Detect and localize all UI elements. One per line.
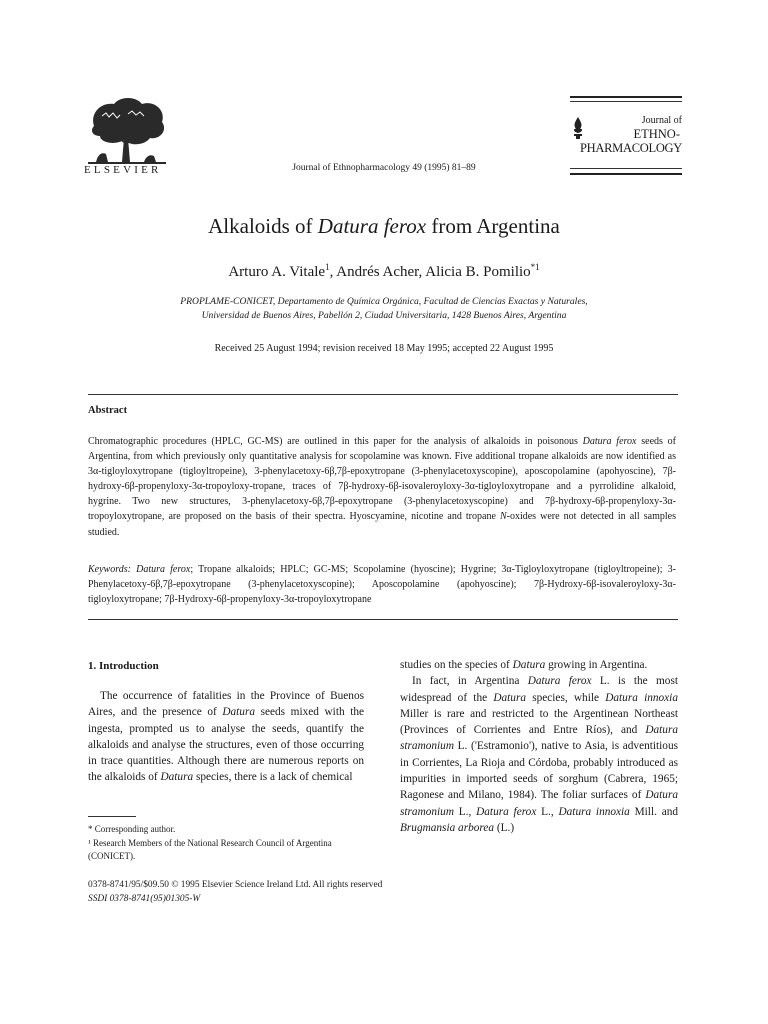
text-run: ; Tropane alkaloids; HPLC; GC-MS; Scopolamine (hyoscine); Hygrine; 3α-Tigloyloxytropane (tigloyltropeine); 3-Phenylacetoxy-6β,7β-epoxytropane (3-phenylacetoxyscopine); Aposcopolamine (apohyoscine); 7β-Hydroxy-6β-isovaleroyloxy-3α-tigloyloxytropane; 7β-Hydroxy-6β-propenyloxy-3α-tropoyloxytropane bbox=[88, 564, 676, 606]
italic-text: Brugmansia arborea bbox=[400, 821, 495, 834]
italic-text: Datura bbox=[512, 659, 546, 671]
intro-paragraph bbox=[88, 688, 364, 786]
ssdi-line: SSDI 0378-8741(95)01305-W bbox=[88, 894, 201, 904]
text-run: -oxides were not detected in all samples studied. bbox=[88, 511, 676, 538]
italic-text: Datura ferox bbox=[527, 675, 592, 688]
text-run: Chromatographic procedures (HPLC, GC-MS) are outlined in this paper for the analysis of alkaloids in poisonous bbox=[88, 436, 583, 447]
italic-text: Datura ferox bbox=[476, 805, 537, 818]
keywords-text bbox=[88, 564, 676, 605]
intro-right-column bbox=[400, 657, 678, 836]
footnotes bbox=[88, 823, 366, 864]
article-title bbox=[0, 214, 768, 239]
italic-text: Datura innoxia bbox=[605, 691, 678, 704]
author-name: Alicia B. Pomilio bbox=[425, 264, 531, 280]
text-run: studies on the species of bbox=[400, 659, 513, 671]
author-name: Andrés Acher bbox=[336, 264, 419, 280]
intro-paragraph bbox=[400, 657, 678, 673]
author-name: Arturo A. Vitale bbox=[228, 264, 326, 280]
affiliation-line: Universidad de Buenos Aires, Pabellón 2, Ciudad Universitaria, 1428 Buenos Aires, Argentina bbox=[201, 310, 567, 321]
italic-text: Datura bbox=[222, 706, 255, 719]
journal-logo bbox=[570, 96, 682, 176]
abstract-body bbox=[88, 434, 676, 540]
text-run: L., bbox=[536, 805, 559, 818]
text-run: In fact, in Argentina bbox=[412, 675, 528, 688]
keywords bbox=[88, 562, 676, 607]
italic-text: Datura bbox=[160, 771, 194, 784]
italic-text: N bbox=[499, 511, 507, 523]
text-run: seeds of Argentina, from which previously only quantitative analysis for scopolamine was known. Five additional tropane alkaloids are now identified as 3α-tigloyloxytropane (tigloyltropeine), 3-phenylacetoxy-6β,7β-epoxytropane (3-phenylacetoxyscopine), aposcopolamine (apohyoscine), 7β-hydroxy-6β-propenyloxy-3α-tropoyloxy-tropane, traces of 7β-hydroxy-6β-isovaleroyloxy-3α-tigloyloxytropane and a pyrrolidine alkaloid, hygrine. Two new structures, 3-phenylacetoxy-6β,7β-epoxytropane (3-phenylacetoxyscopine) and 7β-hydroxy-6β-propenyloxy-3α-tropoyloxytropane, are proposed on the basis of their spectra. Hyoscyamine, nicotine and tropane bbox=[88, 436, 676, 523]
text-run: L. is the most widespread of the bbox=[400, 675, 678, 704]
journal-logo-line3: PHARMACOLOGY bbox=[580, 141, 682, 155]
intro-paragraph bbox=[400, 673, 678, 836]
italic-text: Datura ferox bbox=[582, 436, 637, 447]
journal-logo-line2: ETHNO- bbox=[633, 127, 680, 141]
footnote: ¹ Research Members of the National Research Council of Argentina (CONICET). bbox=[88, 837, 332, 862]
text-run: L. ('Estramonio'), native to Asia, is adventitious in Corrientes, La Rioja and Córdoba, probably introduced as impurities in imported seeds of sorghum (Cabrera, 1965; Ragonese and Milano, 1984). The foliar surfaces of bbox=[400, 740, 678, 802]
text-run: seeds mixed with the ingesta, prompted us to analyse the seeds, quantify the alkaloids and analyse the structures, even of those occurring in trace quantities. Although there are numerous reports on the alkaloids of bbox=[88, 706, 365, 784]
italic-text: Datura stramonium bbox=[400, 789, 678, 818]
title-pre: Alkaloids of bbox=[208, 214, 318, 238]
title-italic: Datura ferox bbox=[317, 214, 427, 238]
italic-text: Datura bbox=[493, 691, 526, 704]
text-run: Miller is rare and restricted to the Argentinean Northeast (Provinces of Corrientes and Entre Ríos), and bbox=[400, 707, 678, 737]
text-run: Mill. and bbox=[629, 805, 679, 818]
italic-text: Datura stramonium bbox=[400, 724, 678, 753]
abstract-heading: Abstract bbox=[88, 405, 128, 416]
divider bbox=[88, 619, 678, 620]
text-run: (L.) bbox=[494, 821, 515, 834]
author-sup: *1 bbox=[530, 262, 540, 272]
text-run: The occurrence of fatalities in the Province of Buenos Aires, and the presence of bbox=[88, 690, 364, 719]
journal-logo-line1: Journal of bbox=[641, 115, 682, 126]
text-run: growing in Argentina. bbox=[545, 659, 648, 671]
keywords-label: Keywords: bbox=[88, 564, 131, 575]
text-run: L., bbox=[453, 805, 477, 818]
divider bbox=[88, 394, 678, 395]
text-run: species, there is a lack of chemical bbox=[193, 771, 353, 784]
copyright-block bbox=[88, 878, 382, 906]
footnote-rule bbox=[88, 816, 136, 817]
publisher-name: ELSEVIER bbox=[84, 164, 162, 176]
section-heading: 1. Introduction bbox=[88, 660, 159, 672]
affiliation bbox=[0, 295, 768, 323]
author-list: Arturo A. Vitale$^1$, Andrés Acher, Alicia B. Pomilio$^{*1}$ bbox=[228, 262, 540, 280]
journal-citation: Journal of Ethnopharmacology 49 (1995) 81–89 bbox=[292, 163, 476, 173]
received-dates: Received 25 August 1994; revision received 18 May 1995; accepted 22 August 1995 bbox=[214, 343, 554, 354]
author-sup: 1 bbox=[325, 262, 330, 272]
flame-icon bbox=[571, 117, 585, 139]
italic-text: Datura innoxia bbox=[558, 805, 630, 818]
italic-text: Datura ferox bbox=[136, 564, 191, 575]
title-post: from Argentina bbox=[426, 214, 560, 238]
text-run: species, while bbox=[525, 691, 606, 704]
affiliation-line: PROPLAME-CONICET, Departamento de Química Orgánica, Facultad de Ciencias Exactas y Naturales, bbox=[180, 296, 588, 307]
footnote: * Corresponding author. bbox=[88, 824, 176, 834]
copyright-line: 0378-8741/95/$09.50 © 1995 Elsevier Science Ireland Ltd. All rights reserved bbox=[88, 880, 383, 890]
